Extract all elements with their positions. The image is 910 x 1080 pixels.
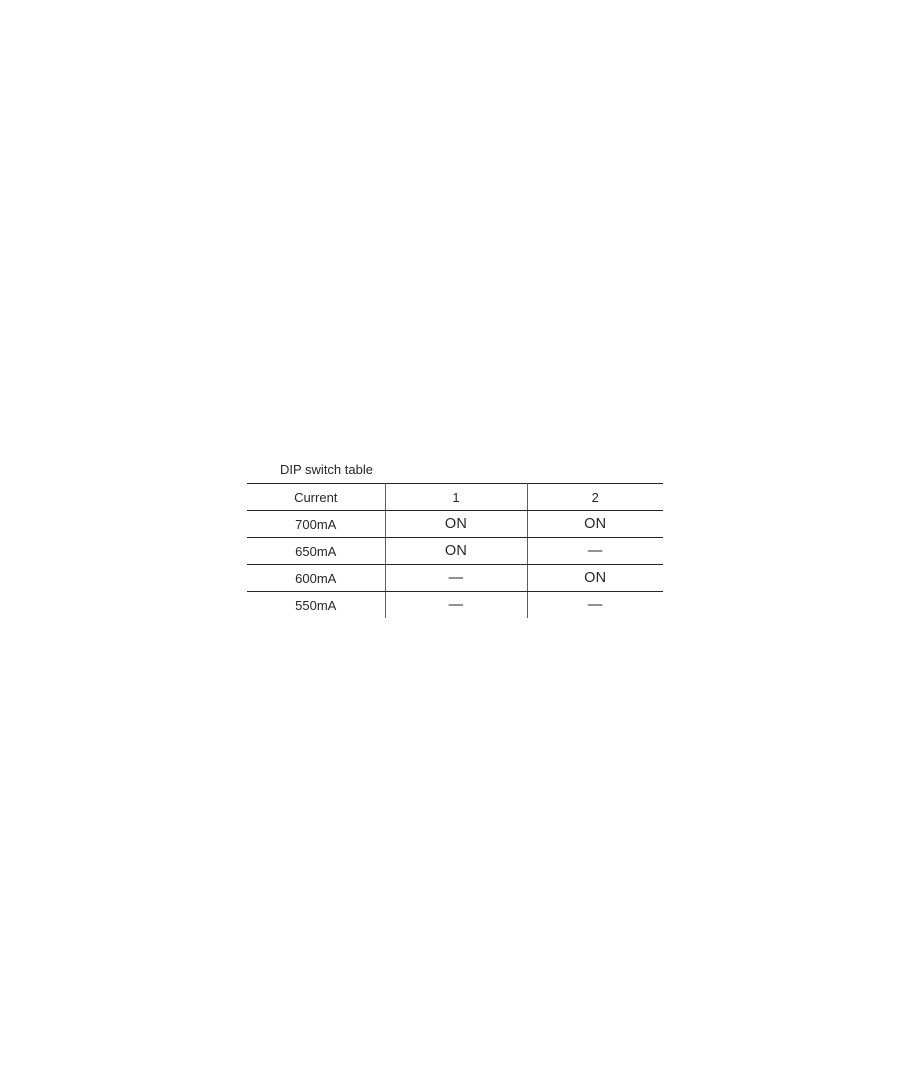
current-cell: 700mA [247,511,385,538]
switch1-cell: — [385,592,527,619]
switch1-cell: ON [385,511,527,538]
table-row [247,592,663,619]
current-cell: 650mA [247,538,385,565]
switch2-cell: — [527,592,663,619]
switch2-cell: ON [527,511,663,538]
switch1-cell: — [385,565,527,592]
column-header-switch-2: 2 [527,484,663,511]
switch2-cell: ON [527,565,663,592]
dip-switch-table-section [247,462,663,618]
table-title: DIP switch table [280,462,373,477]
table-row [247,565,663,592]
table-row [247,538,663,565]
switch1-cell: ON [385,538,527,565]
column-header-switch-1: 1 [385,484,527,511]
switch2-cell: — [527,538,663,565]
column-header-current: Current [247,484,385,511]
table-row [247,511,663,538]
dip-switch-table [247,483,663,618]
current-cell: 550mA [247,592,385,619]
table-header-row [247,484,663,511]
current-cell: 600mA [247,565,385,592]
